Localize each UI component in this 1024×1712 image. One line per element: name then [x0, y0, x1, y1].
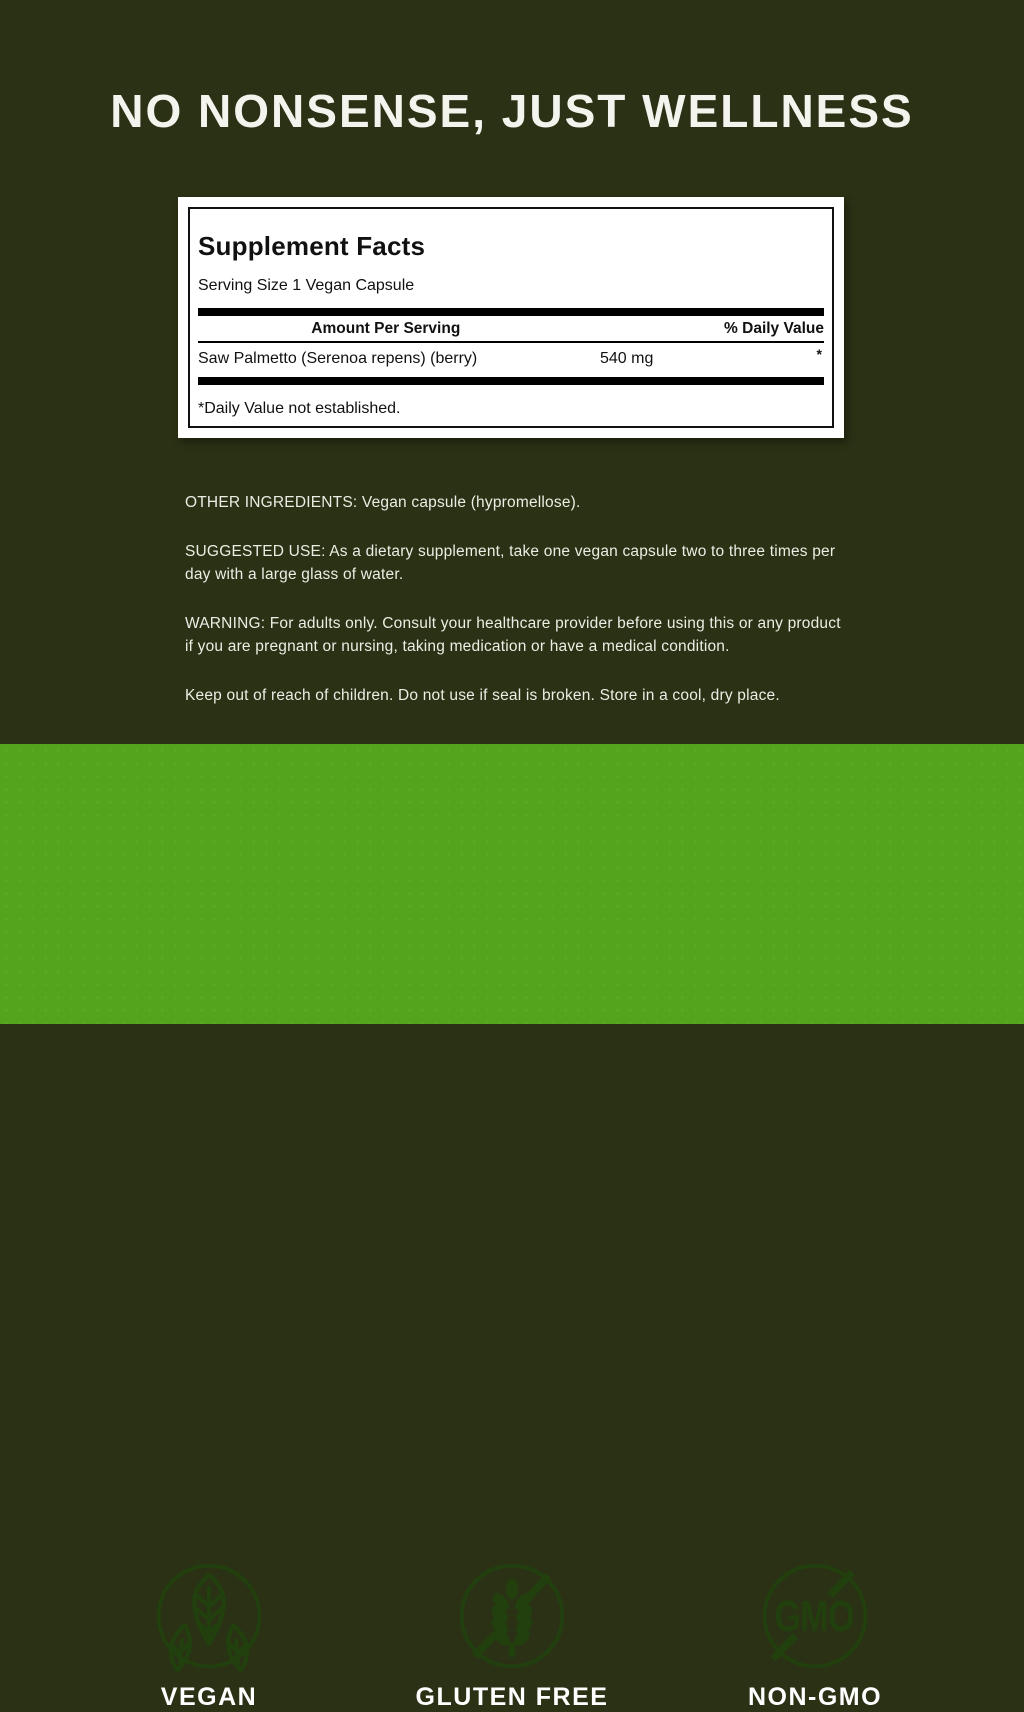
column-daily-value: % Daily Value	[724, 320, 824, 337]
ingredient-amount: 540 mg	[600, 350, 654, 367]
certification-badges	[0, 1560, 1024, 1712]
ingredient-name: Saw Palmetto (Serenoa repens) (berry)	[198, 350, 478, 367]
badge-non-gmo-label: NON-GMO	[747, 1683, 883, 1711]
supplement-facts-border	[188, 207, 834, 428]
facts-header-row	[198, 316, 824, 341]
supplement-facts-title: Supplement Facts	[198, 231, 426, 261]
storage-text: Keep out of reach of children. Do not use if seal is broken. Store in a cool, dry place.	[185, 687, 780, 704]
non-gmo-icon	[759, 1560, 871, 1672]
badge-vegan	[119, 1560, 299, 1712]
ingredient-row	[198, 343, 824, 377]
supplement-facts-panel	[178, 197, 844, 438]
badge-gluten-free-label: GLUTEN FREE	[415, 1683, 609, 1711]
serving-size: Serving Size 1 Vegan Capsule	[198, 277, 415, 294]
warning-text: WARNING: For adults only. Consult your healthcare provider before using this or any product if you are pregnant or nursing, taking medication or have a medical condition.	[185, 615, 841, 655]
top-section	[0, 0, 1024, 744]
badge-non-gmo	[725, 1560, 905, 1712]
badge-vegan-label: VEGAN	[160, 1683, 258, 1711]
badge-gluten-free	[415, 1560, 609, 1712]
daily-value-footnote: *Daily Value not established.	[198, 400, 401, 417]
suggested-use-text: SUGGESTED USE: As a dietary supplement, take one vegan capsule two to three times per day with a large glass of water.	[185, 543, 836, 583]
gluten-free-wheat-icon	[456, 1560, 568, 1672]
headline: NO NONSENSE, JUST WELLNESS	[110, 85, 914, 137]
divider-thick	[198, 377, 824, 385]
info-text-block	[185, 491, 847, 707]
gmo-icon-text: GMO	[774, 1591, 854, 1641]
other-ingredients-text: OTHER INGREDIENTS: Vegan capsule (hypromellose).	[185, 494, 581, 511]
vegan-leaves-icon	[153, 1560, 265, 1672]
divider-thick	[198, 308, 824, 316]
ingredient-daily-value: *	[816, 346, 822, 362]
bottom-section	[0, 744, 1024, 1711]
column-amount-per-serving: Amount Per Serving	[311, 320, 461, 337]
